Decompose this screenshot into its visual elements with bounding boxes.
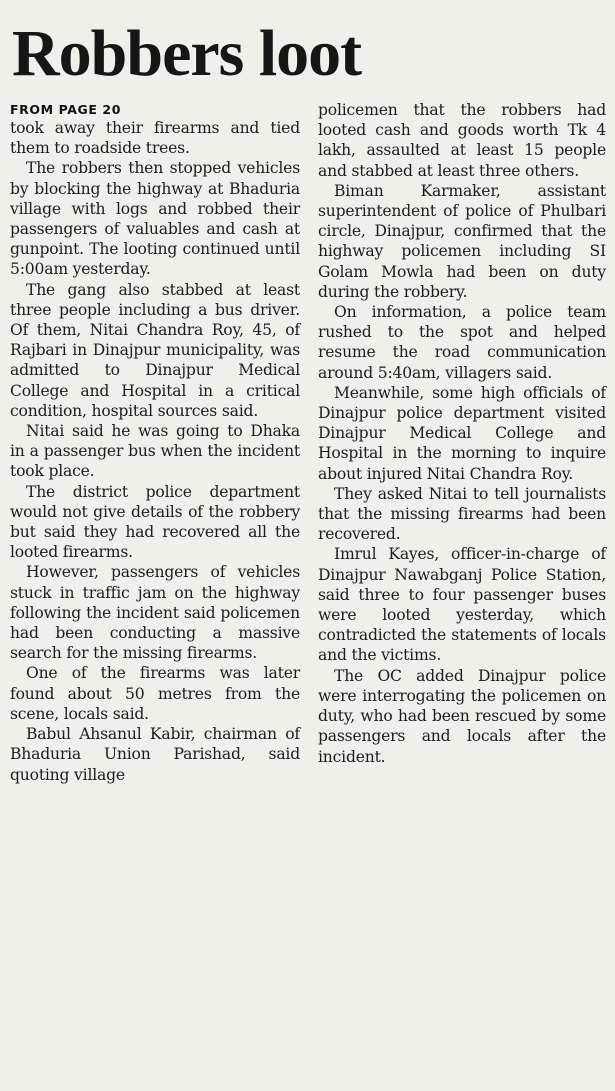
paragraph: The robbers then stopped vehicles by blocking the highway at Bhaduria village with logs and robbed their passengers of valuables and cash at gunpoint. The looting continued until 5:00am yesterday.	[10, 159, 300, 279]
paragraph: Babul Ahsanul Kabir, chairman of Bhaduria Union Parishad, said quoting village	[10, 725, 300, 784]
paragraph: Meanwhile, some high officials of Dinajpur police department visited Dinajpur Medical College and Hospital in the morning to inquire about injured Nitai Chandra Roy.	[318, 383, 606, 483]
paragraph: Biman Karmaker, assistant superintendent of police of Phulbari circle, Dinajpur, confirmed that the highway policemen including SI Golam Mowla had been on duty during the robbery.	[318, 181, 606, 301]
paragraph: Imrul Kayes, officer-in-charge of Dinajpur Nawabganj Police Station, said three to four passenger buses were looted yesterday, which contradicted the statements of locals and the victims.	[318, 545, 606, 665]
paragraph: policemen that the robbers had looted cash and goods worth Tk 4 lakh, assaulted at least 15 people and stabbed at least three others.	[318, 101, 606, 180]
article-column-left	[10, 100, 300, 785]
article-column-right	[318, 100, 606, 767]
paragraph: The district police department would not give details of the robbery but said they had recovered all the looted firearms.	[10, 482, 300, 562]
paragraph: took away their firearms and tied them to roadside trees.	[10, 119, 300, 158]
continuation-kicker: FROM PAGE 20	[10, 102, 122, 117]
paragraph: The OC added Dinajpur police were interrogating the policemen on duty, who had been rescued by some passengers and locals after the incident.	[318, 666, 606, 766]
paragraph: Nitai said he was going to Dhaka in a passenger bus when the incident took place.	[10, 422, 300, 481]
paragraph: The gang also stabbed at least three people including a bus driver. Of them, Nitai Chandra Roy, 45, of Rajbari in Dinajpur municipality, was admitted to Dinajpur Medical College and Hospital in a critical condition, hospital sources said.	[10, 280, 300, 420]
paragraph: However, passengers of vehicles stuck in traffic jam on the highway following the incident said policemen had been conducting a massive search for the missing firearms.	[10, 563, 300, 663]
paragraph: On information, a police team rushed to the spot and helped resume the road communication around 5:40am, villagers said.	[318, 303, 606, 382]
paragraph: One of the firearms was later found about 50 metres from the scene, locals said.	[10, 664, 300, 723]
paragraph: They asked Nitai to tell journalists that the missing firearms had been recovered.	[318, 484, 606, 544]
headline: Robbers loot	[12, 17, 362, 90]
